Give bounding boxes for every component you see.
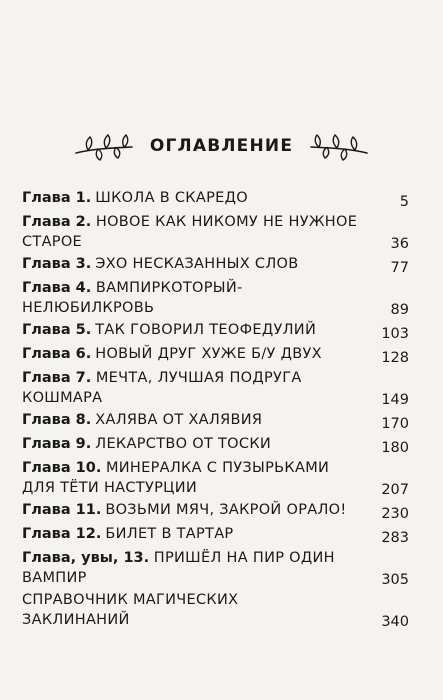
- page-number: 77: [390, 260, 409, 276]
- toc-header: [0, 126, 443, 166]
- chapter-title: ЭХО НЕСКАЗАННЫХ СЛОВ: [95, 256, 299, 272]
- page-number: 283: [381, 530, 409, 546]
- toc-entry[interactable]: [22, 320, 409, 344]
- chapter-title: ПРИШЁЛ НА ПИР ОДИН: [153, 550, 335, 566]
- chapter-title-continued: ДЛЯ ТЁТИ НАСТУРЦИИ: [22, 480, 197, 496]
- page-number: 103: [381, 326, 409, 342]
- chapter-label: Глава 11.: [22, 502, 102, 518]
- chapter-label: Глава 9.: [22, 436, 92, 452]
- chapter-label: Глава 3.: [22, 256, 92, 272]
- chapter-title: ТАК ГОВОРИЛ ТЕОФЕДУЛИЙ: [95, 322, 317, 338]
- chapter-title: ВОЗЬМИ МЯЧ, ЗАКРОЙ ОРАЛО!: [105, 502, 347, 518]
- chapter-label: Глава 6.: [22, 346, 92, 362]
- toc-entry[interactable]: [22, 410, 409, 434]
- chapter-title-continued: КОШМАРА: [22, 390, 103, 406]
- toc-entry[interactable]: [22, 458, 409, 500]
- toc-entry[interactable]: [22, 278, 409, 320]
- toc-entry[interactable]: [22, 368, 409, 410]
- page-number: 36: [390, 236, 409, 252]
- toc-entry-appendix[interactable]: [22, 590, 409, 632]
- page-number: 89: [390, 302, 409, 318]
- toc-entry[interactable]: [22, 212, 409, 254]
- toc-title: ОГЛАВЛЕНИЕ: [149, 136, 294, 156]
- page-number: 5: [399, 194, 409, 210]
- left-branch-ornament-icon: [74, 131, 134, 161]
- chapter-label: Глава 1.: [22, 190, 92, 206]
- chapter-title-continued: СТАРОЕ: [22, 234, 83, 250]
- chapter-label: Глава 10.: [22, 460, 102, 476]
- appendix-title: СПРАВОЧНИК МАГИЧЕСКИХ: [22, 592, 239, 608]
- page-number: 340: [381, 614, 409, 630]
- toc-entry[interactable]: [22, 548, 409, 590]
- chapter-label: Глава 8.: [22, 412, 92, 428]
- chapter-label: Глава 4.: [22, 280, 92, 296]
- chapter-label: Глава 5.: [22, 322, 92, 338]
- chapter-label: Глава 7.: [22, 370, 92, 386]
- right-branch-ornament-icon: [309, 131, 369, 161]
- chapter-title: НОВЫЙ ДРУГ ХУЖЕ Б/У ДВУХ: [95, 346, 322, 362]
- chapter-title: ВАМПИРКОТОРЫЙ-: [95, 280, 243, 296]
- chapter-title: ЛЕКАРСТВО ОТ ТОСКИ: [95, 436, 272, 452]
- chapter-title: ХАЛЯВА ОТ ХАЛЯВИЯ: [95, 412, 263, 428]
- toc-entry[interactable]: [22, 524, 409, 548]
- toc-entry[interactable]: [22, 500, 409, 524]
- page-number: 207: [381, 482, 409, 498]
- chapter-title: ШКОЛА В СКАРЕДО: [95, 190, 248, 206]
- toc-entry[interactable]: [22, 188, 409, 212]
- toc-entry[interactable]: [22, 254, 409, 278]
- page-number: 180: [381, 440, 409, 456]
- chapter-title: НОВОЕ КАК НИКОМУ НЕ НУЖНОЕ: [95, 214, 358, 230]
- chapter-label: Глава 12.: [22, 526, 102, 542]
- page-number: 170: [381, 416, 409, 432]
- chapter-title-continued: ВАМПИР: [22, 570, 87, 586]
- page-number: 305: [381, 572, 409, 588]
- appendix-title-continued: ЗАКЛИНАНИЙ: [22, 612, 130, 628]
- chapter-label: Глава 2.: [22, 214, 92, 230]
- chapter-title: БИЛЕТ В ТАРТАР: [105, 526, 234, 542]
- toc-entry[interactable]: [22, 344, 409, 368]
- page-number: 128: [381, 350, 409, 366]
- chapter-title-continued: НЕЛЮБИЛКРОВЬ: [22, 300, 155, 316]
- chapter-title: МЕЧТА, ЛУЧШАЯ ПОДРУГА: [95, 370, 302, 386]
- toc-list: [22, 188, 409, 632]
- page-number: 149: [381, 392, 409, 408]
- chapter-label: Глава, увы, 13.: [22, 550, 150, 566]
- page-number: 230: [381, 506, 409, 522]
- chapter-title: МИНЕРАЛКА С ПУЗЫРЬКАМИ: [105, 460, 330, 476]
- toc-entry[interactable]: [22, 434, 409, 458]
